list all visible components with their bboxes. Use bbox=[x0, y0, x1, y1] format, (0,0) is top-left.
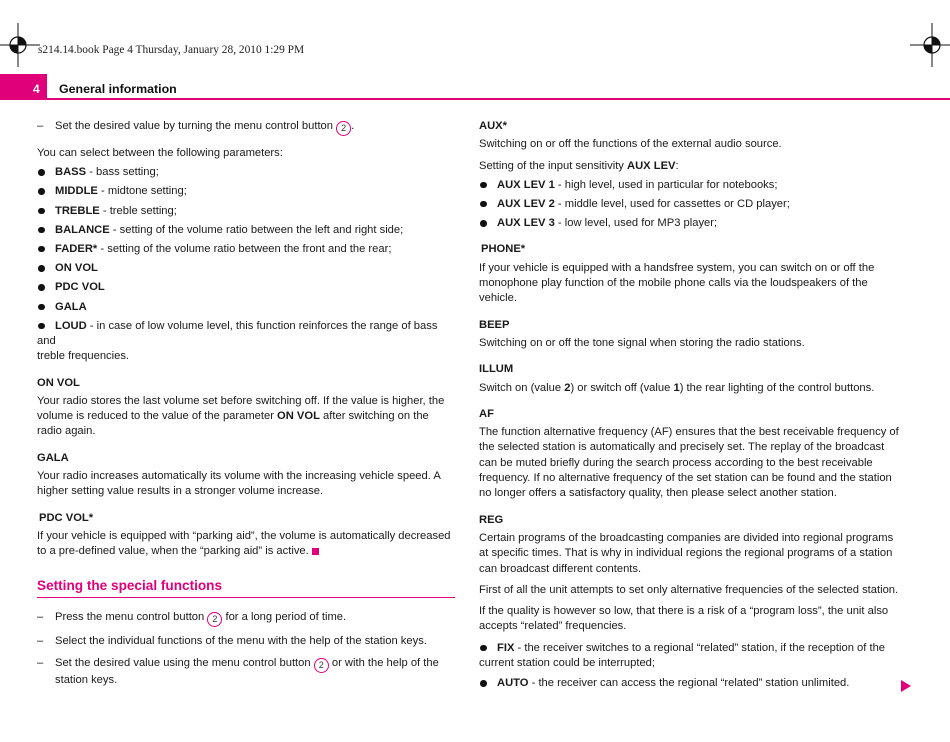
heading-gala: GALA bbox=[37, 451, 69, 464]
reg-text-1: Certain programs of the broadcasting companies are divided into regional programs at specific times. That is why in individual regions the regional programs of a station can broadcast different contents. bbox=[479, 531, 894, 575]
gala-text: Your radio increases automatically its volume with the increasing vehicle speed. A higher setting value results in a stronger volume increase. bbox=[37, 470, 441, 498]
aux-list bbox=[479, 178, 899, 232]
print-info: s214.14.book Page 4 Thursday, January 28, 2010 1:29 PM bbox=[38, 44, 305, 56]
list-item: FADER* - setting of the volume ratio between the front and the rear; bbox=[37, 242, 455, 257]
menu-button-icon: 2 bbox=[314, 658, 329, 673]
header-rule bbox=[47, 98, 950, 100]
on-vol-text: Your radio stores the last volume set before switching off. If the value is higher, the volume is reduced to the value of the parameter ON VOL after switching on the radio again. bbox=[37, 394, 445, 438]
steps-list bbox=[37, 610, 455, 689]
params-list bbox=[37, 165, 455, 364]
list-item: AUX LEV 2 - middle level, used for cassettes or CD player; bbox=[479, 197, 899, 212]
crop-mark-top-left-icon bbox=[0, 23, 40, 67]
list-item: BASS - bass setting; bbox=[37, 165, 455, 180]
right-column bbox=[479, 119, 899, 692]
heading-aux: AUX* bbox=[479, 120, 507, 132]
page-number: 4 bbox=[33, 82, 40, 96]
step-set-value: – Set the desired value by turning the menu control button 2 . bbox=[37, 119, 455, 136]
crop-mark-top-right-icon bbox=[910, 23, 950, 67]
heading-illum: ILLUM bbox=[479, 363, 514, 376]
next-page-arrow-icon bbox=[901, 680, 911, 692]
end-of-section-icon bbox=[312, 548, 319, 555]
reg-text-3: If the quality is however so low, that there is a risk of a “program loss”, the unit also accepts “related” frequencies. bbox=[479, 605, 889, 633]
heading-on-vol: ON VOL bbox=[37, 376, 80, 389]
heading-af: AF bbox=[479, 407, 494, 420]
list-item: TREBLE - treble setting; bbox=[37, 204, 455, 219]
beep-text: Switching on or off the tone signal when storing the radio stations. bbox=[479, 336, 805, 349]
list-item: AUX LEV 3 - low level, used for MP3 player; bbox=[479, 216, 899, 231]
aux-sensitivity: Setting of the input sensitivity AUX LEV: bbox=[479, 159, 679, 172]
step-item: – Set the desired value using the menu control button 2 or with the help of the station keys. bbox=[37, 656, 455, 688]
list-item: GALA bbox=[37, 300, 455, 315]
af-text: The function alternative frequency (AF) ensures that the best receivable frequency of the selected station is automatically and precisely set. The replay of the broadcast can be muted briefly during the search process according to the best receivable frequency. If no alternative frequency of the set station can be found and the station no longer offers a satisfactory quality, then please select another station. bbox=[479, 426, 899, 500]
phone-text: If your vehicle is equipped with a handsfree system, you can switch on or off the monophone play function of the mobile phone calls via the loudspeakers of the vehicle. bbox=[479, 261, 875, 305]
heading-reg: REG bbox=[479, 513, 504, 526]
list-item: AUX LEV 1 - high level, used in particular for notebooks; bbox=[479, 178, 899, 193]
menu-button-icon: 2 bbox=[336, 121, 351, 136]
heading-phone: PHONE* bbox=[481, 243, 526, 256]
list-item-loud: LOUD - in case of low volume level, this function reinforces the range of bass and treble frequencies. bbox=[37, 319, 455, 365]
list-item: BALANCE - setting of the volume ratio between the left and right side; bbox=[37, 223, 455, 238]
section-title: Setting the special functions bbox=[37, 578, 455, 598]
pdc-vol-text: If your vehicle is equipped with “parking aid”, the volume is automatically decreased to a pre-defined value, when the “parking aid” is active. bbox=[37, 529, 451, 558]
heading-beep: BEEP bbox=[479, 318, 510, 331]
heading-pdc-vol: PDC VOL* bbox=[39, 511, 94, 524]
menu-button-icon: 2 bbox=[207, 612, 222, 627]
illum-text: Switch on (value 2) or switch off (value 1) the rear lighting of the control buttons. bbox=[479, 381, 875, 394]
list-item-fix: FIX - the receiver switches to a regional “related” station, if the reception of the current station could be interrupted; bbox=[479, 641, 899, 672]
step-item: – Select the individual functions of the menu with the help of the station keys. bbox=[37, 634, 455, 649]
list-item: ON VOL bbox=[37, 261, 455, 276]
aux-text: Switching on or off the functions of the external audio source. bbox=[479, 138, 782, 151]
header-title: General information bbox=[59, 82, 177, 96]
step-item: – Press the menu control button 2 for a long period of time. bbox=[37, 610, 455, 627]
params-intro: You can select between the following parameters: bbox=[37, 147, 283, 159]
list-item-auto: AUTO - the receiver can access the regional “related” station unlimited. bbox=[479, 676, 899, 691]
left-column bbox=[37, 119, 455, 688]
list-item: PDC VOL bbox=[37, 280, 455, 295]
list-item: MIDDLE - midtone setting; bbox=[37, 184, 455, 199]
reg-text-2: First of all the unit attempts to set only alternative frequencies of the selected station. bbox=[479, 583, 899, 596]
